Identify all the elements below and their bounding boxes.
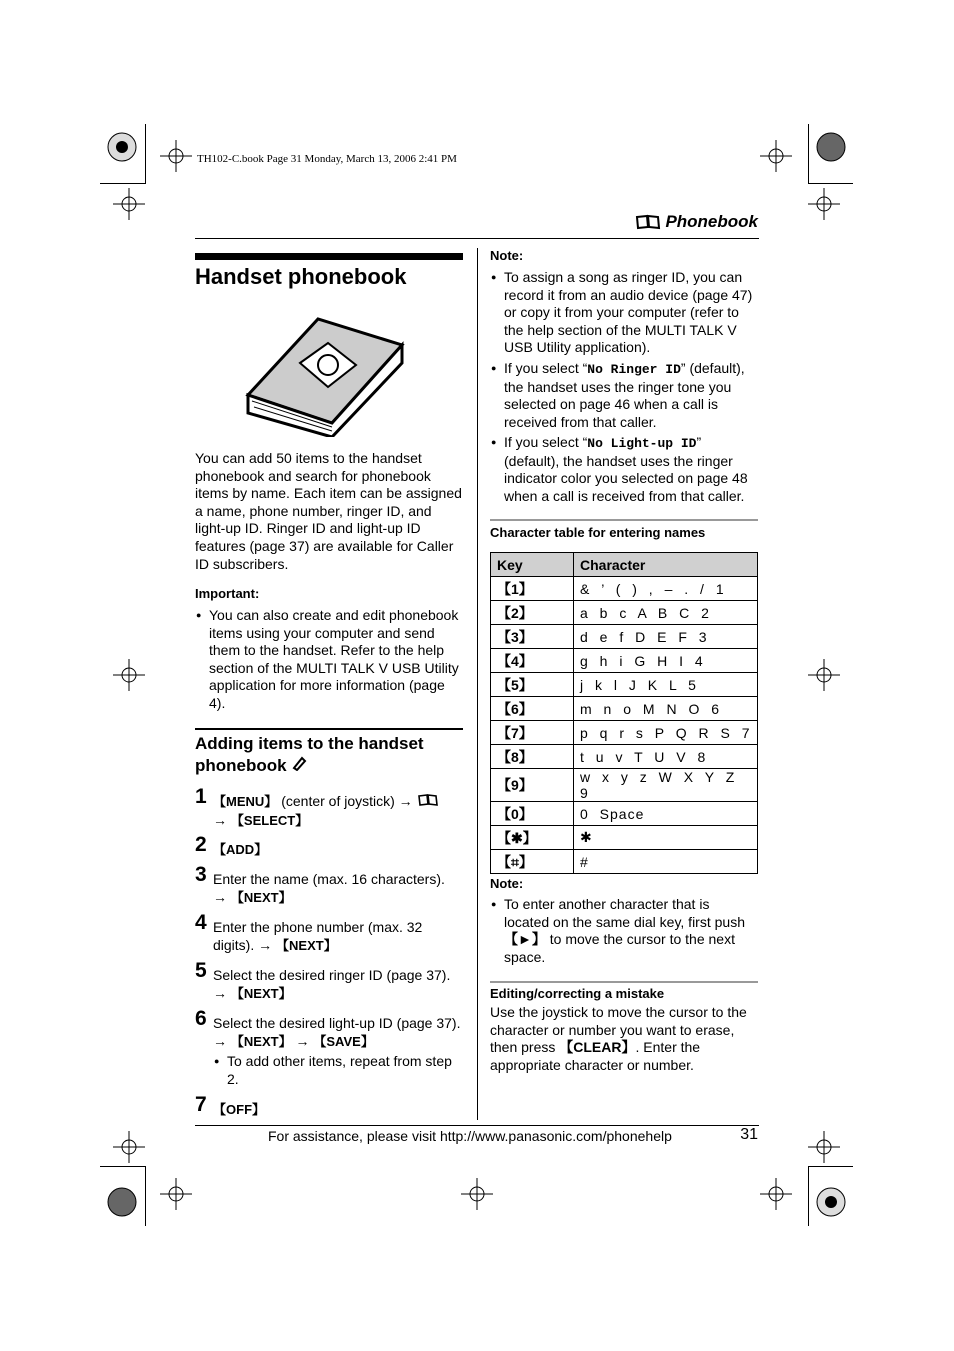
crosshair-icon: [160, 1178, 192, 1210]
crop-mark: [808, 124, 809, 184]
column-header: Character: [574, 553, 758, 577]
table-row: 【✱】 ✱: [491, 826, 758, 850]
page-number: 31: [740, 1126, 758, 1143]
crosshair-icon: [760, 140, 792, 172]
important-bullet: ● You can also create and edit phonebook items using your computer and send them to the handset. Refer to the help section of the MULTI TALK V USB Utility application for more information (page 4).: [209, 607, 463, 713]
title-bar-line: [195, 259, 463, 260]
adding-heading: Adding items to the handset phonebook: [195, 734, 424, 775]
footer-rule: [195, 1125, 759, 1126]
table-row: 【6】 m n o M N O 6: [491, 697, 758, 721]
next-key: NEXT: [243, 890, 279, 905]
table-row: 【8】 t u v T U V 8: [491, 745, 758, 769]
important-label: Important:: [195, 586, 260, 601]
crosshair-icon: [808, 659, 840, 691]
edit-paragraph: Use the joystick to move the cursor to the character or number you want to erase, then press 【CLEAR】. Enter the appropriate character or number.: [490, 1004, 747, 1073]
crosshair-icon: [160, 140, 192, 172]
crosshair-icon: [808, 1131, 840, 1163]
crop-mark: [808, 1166, 853, 1167]
registration-target-icon: [815, 1186, 847, 1218]
next-key: NEXT: [243, 1034, 279, 1049]
clear-key: CLEAR: [573, 1039, 622, 1056]
crop-mark: [145, 124, 146, 184]
edit-pencil-icon: [291, 755, 307, 771]
right-arrow-key: ►: [518, 931, 532, 948]
next-key: NEXT: [243, 986, 279, 1001]
table-row: 【3】 d e f D E F 3: [491, 625, 758, 649]
menu-key: MENU: [226, 794, 265, 809]
crosshair-icon: [113, 659, 145, 691]
section-rule: [490, 519, 758, 521]
column-divider: [477, 248, 478, 1120]
table-row: 【2】 a b c A B C 2: [491, 601, 758, 625]
registration-target-icon: [106, 131, 138, 163]
file-info: TH102-C.book Page 31 Monday, March 13, 2006 2:41 PM: [197, 153, 457, 165]
crosshair-icon: [113, 1131, 145, 1163]
table-row: 【7】 p q r s P Q R S 7: [491, 721, 758, 745]
next-key: NEXT: [289, 938, 324, 953]
crop-mark: [808, 183, 853, 184]
add-key: ADD: [226, 842, 255, 857]
table-row: 【9】 w x y z W X Y Z 9: [491, 769, 758, 802]
character-table: [490, 552, 758, 874]
page-title: Handset phonebook: [195, 264, 407, 289]
crop-mark: [100, 183, 145, 184]
section-rule: [490, 981, 758, 983]
note-label: Note:: [490, 248, 524, 263]
table-row: 【1】 & ’ ( ) , – . / 1: [491, 577, 758, 601]
book-icon: [417, 794, 439, 806]
header-rule: [195, 238, 759, 239]
section-title: Phonebook: [635, 212, 758, 232]
table-row: 【4】 g h i G H I 4: [491, 649, 758, 673]
edit-heading: Editing/correcting a mistake: [490, 986, 665, 1001]
note-bullet-4: ● To enter another character that is located on the same dial key, first push 【►】 to move the cursor to the next space.: [504, 896, 758, 966]
step-6-bullet: ● To add other items, repeat from step 2.: [227, 1053, 463, 1088]
phonebook-illustration: [240, 315, 408, 437]
table-row: 【0】 0 Space: [491, 802, 758, 826]
crosshair-icon: [808, 188, 840, 220]
registration-target-icon: [815, 131, 847, 163]
note-label-2: Note:: [490, 876, 524, 891]
crosshair-icon: [461, 1178, 493, 1210]
off-key: OFF: [226, 1102, 253, 1117]
crop-mark: [808, 1166, 809, 1226]
subsection-rule: [195, 728, 463, 730]
note-bullet-2: ● If you select “No Ringer ID” (default), the handset uses the ringer tone you selected on page 46 when a call is received from that caller.: [504, 360, 758, 431]
assistance-text: For assistance, please visit http://www.panasonic.com/phonehelp: [268, 1128, 672, 1144]
crop-mark: [100, 1166, 145, 1167]
table-header-row: [491, 553, 758, 577]
crop-mark: [145, 1166, 146, 1226]
crosshair-icon: [113, 188, 145, 220]
select-key: SELECT: [243, 813, 296, 828]
table-row: 【⌗】 #: [491, 850, 758, 874]
note-bullet-1: ● To assign a song as ringer ID, you can record it from an audio device (page 47) or copy it from your computer (refer to the help section of the MULTI TALK V USB Utility application).: [504, 269, 758, 357]
char-table-title: Character table for entering names: [490, 525, 706, 540]
save-key: SAVE: [326, 1034, 361, 1049]
intro-paragraph: You can add 50 items to the handset phonebook and search for phonebook items by name. Each item can be assigned a name, phone number, ringer ID, and light-up ID. Ringer ID and light-up ID features (page 37) are available for Caller ID subscribers.: [195, 450, 462, 572]
book-icon: [635, 214, 661, 230]
note-bullet-3: ● If you select “No Light-up ID” (default), the handset uses the ringer indicator color you selected on page 48 when a call is received from that caller.: [504, 434, 758, 505]
registration-target-icon: [106, 1186, 138, 1218]
crosshair-icon: [760, 1178, 792, 1210]
column-header: Key: [491, 553, 574, 577]
table-row: 【5】 j k l J K L 5: [491, 673, 758, 697]
